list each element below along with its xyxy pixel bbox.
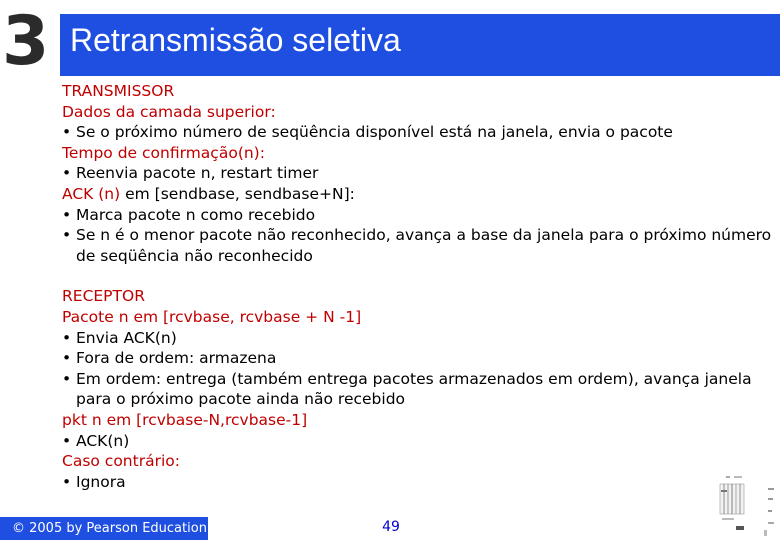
list-item-text: Reenvia pacote n, restart timer (76, 164, 319, 183)
list-item-text: Envia ACK(n) (76, 328, 177, 347)
list-item-text: Se n é o menor pacote não reconhecido, avança a base da janela para o próximo número de seqüência não reconhecido (76, 226, 772, 265)
bullet-icon: • (62, 431, 72, 450)
list-item-text: Se o próximo número de seqüência disponível está na janela, envia o pacote (76, 123, 673, 142)
ack-range: em [sendbase, sendbase+N]: (120, 184, 355, 203)
list-item-text: ACK(n) (76, 431, 130, 450)
slide-content (62, 81, 774, 492)
ack-label (62, 184, 774, 205)
list-item (62, 348, 774, 369)
bullet-icon: • (62, 226, 72, 245)
bullet-icon: • (62, 123, 72, 142)
list-item (62, 472, 774, 493)
slide-title: Retransmissão seletiva (70, 22, 401, 58)
book-cover-thumbnail (716, 470, 778, 540)
otherwise-label: Caso contrário: (62, 452, 180, 471)
bullet-icon: • (62, 205, 72, 224)
page-number: 49 (382, 519, 400, 535)
chapter-number: 3 (2, 2, 48, 81)
list-item-text: Fora de ordem: armazena (76, 349, 277, 368)
list-item (62, 122, 774, 143)
packet-in-window-label: Pacote n em [rcvbase, rcvbase + N -1] (62, 307, 362, 326)
section-spacer (62, 266, 774, 286)
data-from-above-label: Dados da camada superior: (62, 102, 276, 121)
list-item (62, 369, 774, 410)
bullet-icon: • (62, 349, 72, 368)
packet-previous-label: pkt n em [rcvbase-N,rcvbase-1] (62, 410, 308, 429)
bullet-icon: • (62, 328, 72, 347)
list-item (62, 431, 774, 452)
bullet-icon: • (62, 472, 72, 491)
list-item (62, 328, 774, 349)
sender-heading: TRANSMISSOR (62, 82, 175, 100)
list-item (62, 205, 774, 226)
list-item (62, 225, 774, 266)
bullet-icon: • (62, 164, 72, 183)
ack-prefix: ACK (n) (62, 184, 121, 203)
list-item (62, 163, 774, 184)
bullet-icon: • (62, 369, 72, 388)
timeout-label: Tempo de confirmação(n): (62, 143, 265, 162)
list-item-text: Marca pacote n como recebido (76, 205, 316, 224)
list-item-text: Em ordem: entrega (também entrega pacotes armazenados em ordem), avança janela para o próximo pacote ainda não recebido (76, 369, 752, 409)
receiver-heading: RECEPTOR (62, 287, 145, 306)
list-item-text: Ignora (76, 472, 126, 491)
copyright-text: © 2005 by Pearson Education (12, 521, 207, 536)
